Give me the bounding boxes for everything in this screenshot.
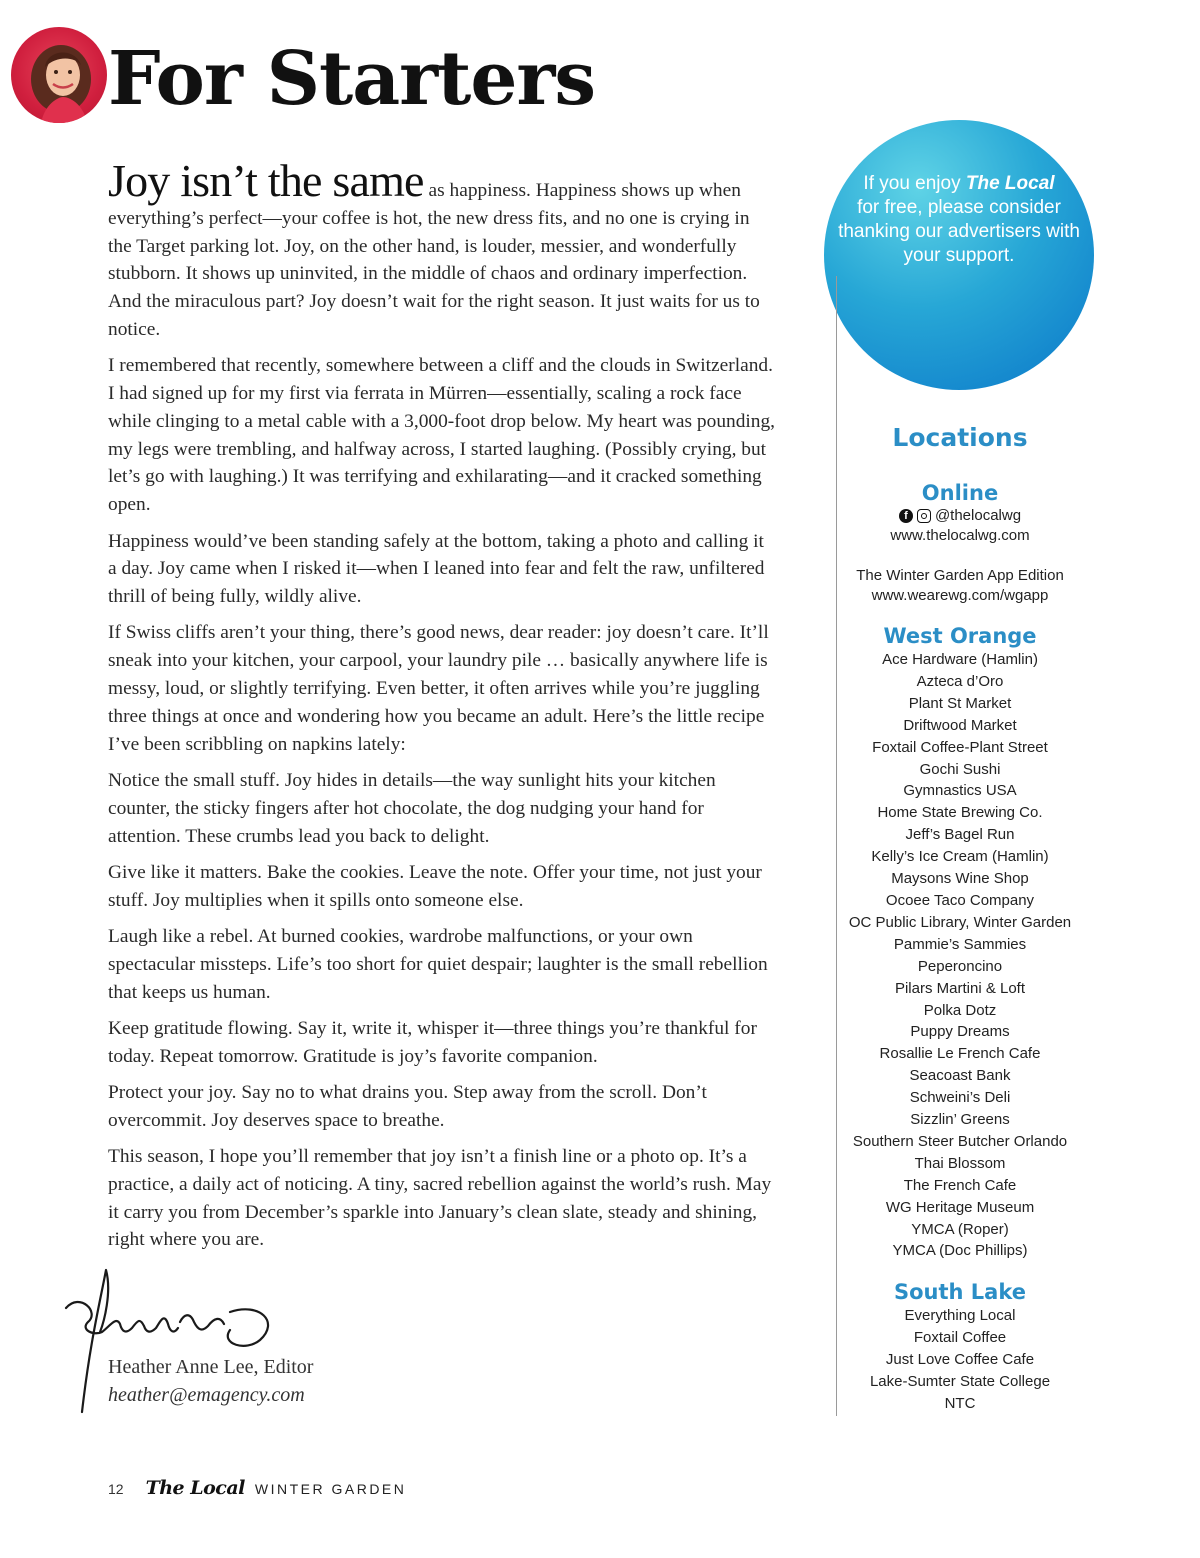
location-item: Lake-Sumter State College — [869, 1373, 1051, 1391]
west-orange-list — [838, 649, 1082, 1262]
instagram-icon[interactable] — [917, 509, 931, 523]
editor-email[interactable]: heather@emagency.com — [108, 1384, 305, 1406]
facebook-icon[interactable]: f — [899, 509, 913, 523]
location-item: Gymnastics USA — [903, 782, 1017, 800]
location-item: OC Public Library, Winter Garden — [848, 913, 1072, 931]
article-paragraph: This season, I hope you’ll remember that joy isn’t a finish line or a photo op. It’s a practice, a daily act of noticing. A tiny, sacred rebellion against the world’s rush. May it carry you from December’s sparkle into January’s clean slate, steady and shining, right where you are. — [108, 1146, 772, 1251]
location-item: Southern Steer Butcher Orlando — [852, 1132, 1068, 1150]
article-paragraph: Protect your joy. Say no to what drains you. Step away from the scroll. Don’t overcommit. Joy deserves space to breathe. — [108, 1081, 707, 1131]
page-footer — [108, 1477, 406, 1499]
social-row — [838, 506, 1082, 526]
location-item: Schweini’s Deli — [909, 1089, 1011, 1107]
online-heading: Online — [921, 481, 999, 505]
west-orange-heading: West Orange — [883, 624, 1037, 648]
location-item: Jeff’s Bagel Run — [905, 826, 1015, 844]
promo-brand: The Local — [965, 173, 1055, 194]
brand-edition: WINTER GARDEN — [254, 1481, 407, 1497]
article-paragraph: Give like it matters. Bake the cookies. Leave the note. Offer your time, not just your stuff. Joy multiplies when it spills onto someone else. — [108, 861, 762, 911]
editors-letter — [108, 155, 776, 1263]
location-item: Foxtail Coffee — [913, 1329, 1007, 1347]
location-item: Polka Dotz — [923, 1001, 997, 1019]
brand-logo: The Local — [145, 1477, 245, 1499]
social-handle[interactable]: @thelocalwg — [934, 507, 1022, 524]
article-paragraph: I remembered that recently, somewhere between a cliff and the clouds in Switzerland. I had signed up for my first via ferrata in Mürren—essentially, scaling a rock face while clinging to a metal cable with a 3,000-foot drop below. My heart was pounding, my legs were trembling, and halfway across, I started laughing. (Possibly crying, but let’s go with laughing.) It was terrifying and exhilarating—and it cracked something open. — [108, 355, 776, 516]
article-paragraph: Notice the small stuff. Joy hides in details—the way sunlight hits your kitchen counter, the sticky fingers after hot chocolate, the dog nudging your hand for attention. These crumbs lead you back to delight. — [108, 769, 716, 847]
article-lead: Joy isn’t the same — [108, 155, 424, 206]
app-edition-label: The Winter Garden App Edition — [856, 567, 1064, 584]
location-item: Puppy Dreams — [910, 1023, 1010, 1041]
location-item: Ocoee Taco Company — [885, 891, 1035, 909]
locations-heading: Locations — [892, 423, 1028, 452]
location-item: Kelly’s Ice Cream (Hamlin) — [871, 848, 1049, 866]
location-item: Gochi Sushi — [919, 760, 1001, 778]
location-item: Pilars Martini & Loft — [894, 979, 1026, 997]
location-item: Home State Brewing Co. — [877, 804, 1043, 822]
page-number: 12 — [108, 1481, 124, 1497]
location-item: Sizzlin’ Greens — [910, 1111, 1010, 1129]
location-item: The French Cafe — [903, 1176, 1017, 1194]
location-item: Ace Hardware (Hamlin) — [882, 651, 1038, 668]
location-item: YMCA (Doc Phillips) — [892, 1242, 1028, 1260]
locations-sidebar — [838, 418, 1082, 1415]
article-paragraph: If Swiss cliffs aren’t your thing, there’s good news, dear reader: joy doesn’t care. It’ll sneak into your kitchen, your carpool, your laundry pile … basically anywhere life is messy, loud, or slightly terrifying. Even better, it often arrives while you’re juggling three things at once and wondering how you became an adult. Here’s the little recipe I’ve been scribbling on napkins lately: — [108, 622, 769, 755]
location-item: Seacoast Bank — [909, 1067, 1011, 1085]
sidebar-divider — [836, 276, 837, 1416]
article-lead-rest: as happiness. Happiness shows up when everything’s perfect—your coffee is hot, the new dress fits, and no one is crying in the Target parking lot. Joy, on the other hand, is louder, messier, and wonderfully stubborn. It shows up uninvited, in the middle of chaos and ordinary imperfection. And the miraculous part? Joy doesn’t wait for the right season. It just waits for us to notice. — [108, 180, 760, 340]
location-item: Thai Blossom — [914, 1154, 1006, 1172]
location-item: Everything Local — [904, 1307, 1016, 1325]
location-item: Azteca d’Oro — [916, 672, 1004, 690]
editor-name: Heather Anne Lee, Editor — [108, 1356, 314, 1378]
location-item: Rosallie Le French Cafe — [879, 1045, 1041, 1063]
promo-text — [824, 172, 1094, 268]
website-link[interactable]: www.thelocalwg.com — [890, 527, 1030, 544]
location-item: Pammie’s Sammies — [893, 935, 1027, 953]
editor-portrait-icon — [11, 27, 107, 123]
location-item: YMCA (Roper) — [911, 1220, 1009, 1238]
promo-prefix: If you enjoy — [863, 173, 966, 194]
app-edition-link[interactable]: www.wearewg.com/wgapp — [871, 587, 1049, 604]
location-item: Foxtail Coffee-Plant Street — [872, 738, 1048, 756]
article-paragraph: Laugh like a rebel. At burned cookies, wardrobe malfunctions, or your own spectacular missteps. Life’s too short for quiet despair; laughter is the small rebellion that keeps us human. — [108, 925, 768, 1003]
page-title: For Starters — [108, 36, 596, 122]
location-item: Maysons Wine Shop — [891, 870, 1029, 888]
location-item: Peperoncino — [917, 957, 1003, 975]
location-item: Just Love Coffee Cafe — [885, 1351, 1035, 1369]
article-paragraph: Keep gratitude flowing. Say it, write it, whisper it—three things you’re thankful for today. Repeat tomorrow. Gratitude is joy’s favorite companion. — [108, 1017, 757, 1067]
promo-suffix: for free, please consider thanking our advertisers with your support. — [838, 197, 1080, 266]
location-item: NTC — [944, 1395, 976, 1412]
south-lake-heading: South Lake — [894, 1280, 1026, 1305]
advertiser-promo-circle — [824, 120, 1094, 390]
editor-avatar — [11, 27, 107, 123]
location-item: Plant St Market — [908, 694, 1012, 712]
south-lake-list — [838, 1305, 1082, 1415]
article-paragraph — [108, 155, 776, 344]
location-item: WG Heritage Museum — [885, 1198, 1035, 1216]
article-paragraph: Happiness would’ve been standing safely at the bottom, taking a photo and calling it a day. Joy came when I risked it—when I leaned into fear and felt the raw, unfiltered thrill of being fully, wildly alive. — [108, 530, 765, 608]
location-item: Driftwood Market — [903, 716, 1017, 734]
